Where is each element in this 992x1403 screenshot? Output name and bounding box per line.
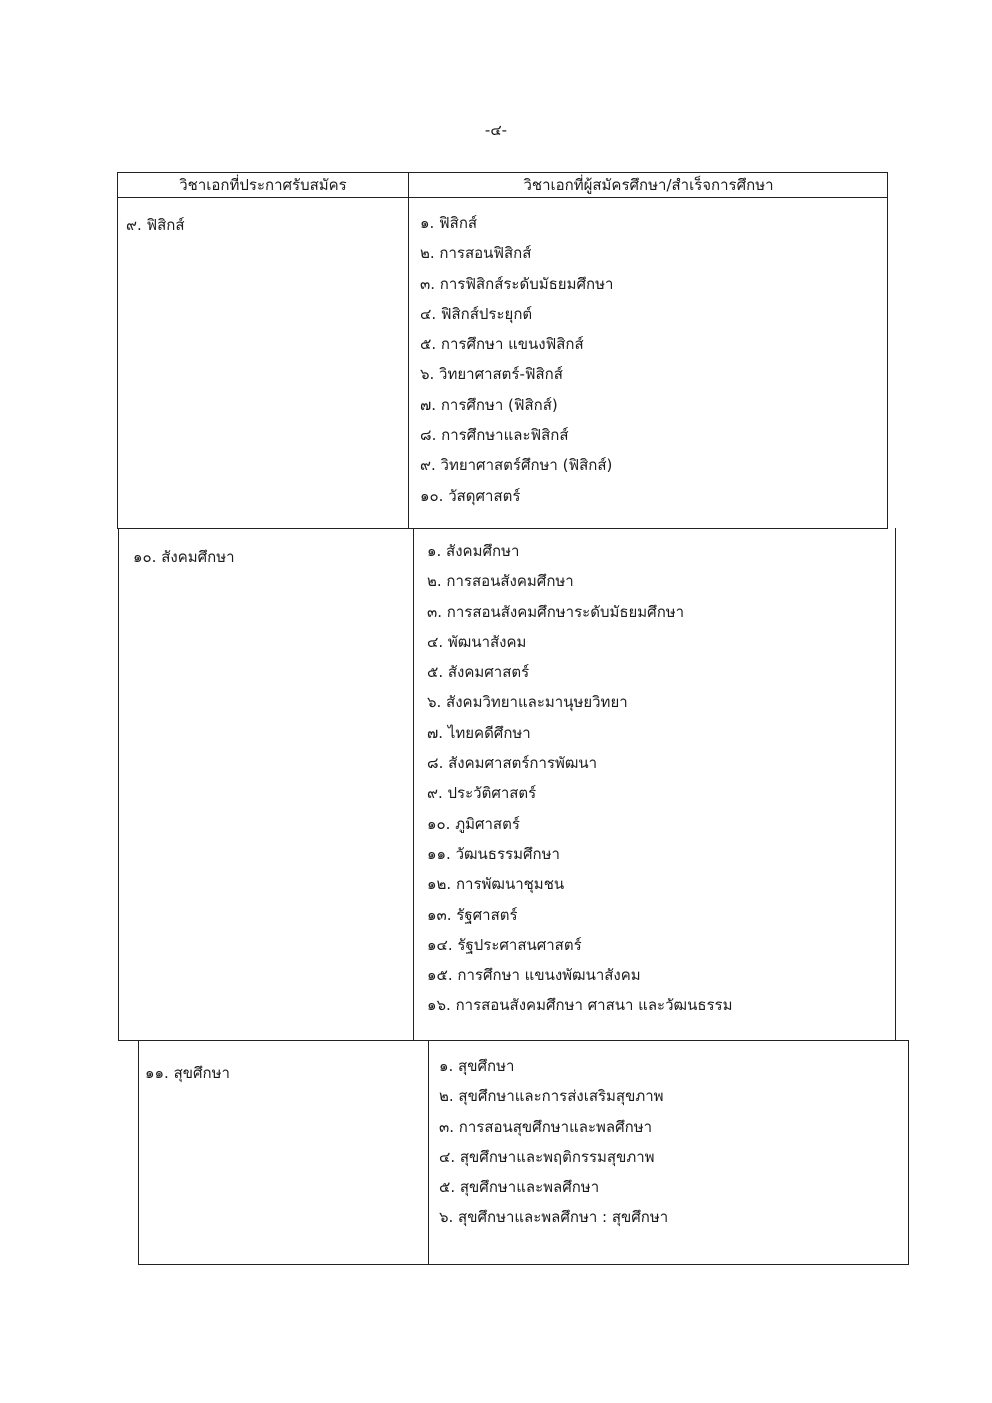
list-item: ๘. สังคมศาสตร์การพัฒนา	[427, 754, 598, 773]
health-education-major-list	[439, 1051, 668, 1233]
list-item: ๙. ประวัติศาสตร์	[427, 784, 537, 803]
header-applicant-major: วิชาเอกที่ผู้สมัครศึกษา/สำเร็จการศึกษา	[523, 176, 774, 194]
header-announced-major: วิชาเอกที่ประกาศรับสมัคร	[179, 176, 347, 194]
page-number: -๔-	[484, 121, 508, 139]
list-item: ๑. ฟิสิกส์	[420, 214, 478, 232]
list-item: ๑๐. ภูมิศาสตร์	[427, 814, 520, 833]
list-item: ๔. ฟิสิกส์ประยุกต์	[420, 304, 533, 323]
list-item: ๔. พัฒนาสังคม	[427, 632, 527, 651]
list-item: ๓. การฟิสิกส์ระดับมัธยมศึกษา	[420, 274, 614, 293]
list-item: ๕. การศึกษา แขนงฟิสิกส์	[420, 335, 584, 354]
list-item: ๘. การศึกษาและฟิสิกส์	[420, 426, 569, 445]
social-studies-major-list	[427, 536, 733, 1021]
list-item: ๖. สุขศึกษาและพลศึกษา : สุขศึกษา	[439, 1208, 669, 1227]
list-item: ๓. การสอนสุขศึกษาและพลศึกษา	[439, 1117, 653, 1136]
list-item: ๒. การสอนฟิสิกส์	[420, 244, 532, 263]
list-item: ๓. การสอนสังคมศึกษาระดับมัธยมศึกษา	[427, 602, 685, 621]
list-item: ๑๓. รัฐศาสตร์	[427, 905, 518, 924]
list-item: ๑๔. รัฐประศาสนศาสตร์	[427, 935, 582, 954]
list-item: ๑๒. การพัฒนาชุมชน	[427, 875, 565, 894]
list-item: ๑. สุขศึกษา	[439, 1057, 515, 1075]
list-item: ๑๐. วัสดุศาสตร์	[420, 486, 521, 505]
table-header-row	[118, 173, 887, 198]
list-item: ๖. สังคมวิทยาและมานุษยวิทยา	[427, 693, 628, 712]
subject-social-studies: ๑๐. สังคมศึกษา	[133, 548, 235, 566]
list-item: ๙. วิทยาศาสตร์ศึกษา (ฟิสิกส์)	[420, 456, 613, 475]
list-item: ๖. วิทยาศาสตร์-ฟิสิกส์	[420, 365, 563, 384]
subject-health-education: ๑๑. สุขศึกษา	[145, 1064, 230, 1082]
column-divider	[413, 528, 414, 1040]
list-item: ๗. การศึกษา (ฟิสิกส์)	[420, 395, 558, 414]
column-divider	[428, 1041, 429, 1264]
list-item: ๑. สังคมศึกษา	[427, 542, 520, 560]
column-divider	[408, 173, 409, 528]
list-item: ๔. สุขศึกษาและพฤติกรรมสุขภาพ	[439, 1147, 655, 1166]
list-item: ๒. การสอนสังคมศึกษา	[427, 572, 574, 591]
table-section-physics	[117, 172, 888, 529]
table-section-social-studies	[118, 528, 896, 1041]
list-item: ๒. สุขศึกษาและการส่งเสริมสุขภาพ	[439, 1087, 664, 1106]
table-section-health-education	[138, 1040, 909, 1265]
list-item: ๑๕. การศึกษา แขนงพัฒนาสังคม	[427, 966, 641, 985]
list-item: ๗. ไทยคดีศึกษา	[427, 723, 531, 742]
list-item: ๑๖. การสอนสังคมศึกษา ศาสนา และวัฒนธรรม	[427, 996, 733, 1015]
subject-physics: ๙. ฟิสิกส์	[126, 216, 185, 234]
list-item: ๑๑. วัฒนธรรมศึกษา	[427, 844, 560, 863]
physics-major-list	[420, 208, 613, 511]
list-item: ๕. สังคมศาสตร์	[427, 663, 530, 682]
list-item: ๕. สุขศึกษาและพลศึกษา	[439, 1178, 600, 1197]
